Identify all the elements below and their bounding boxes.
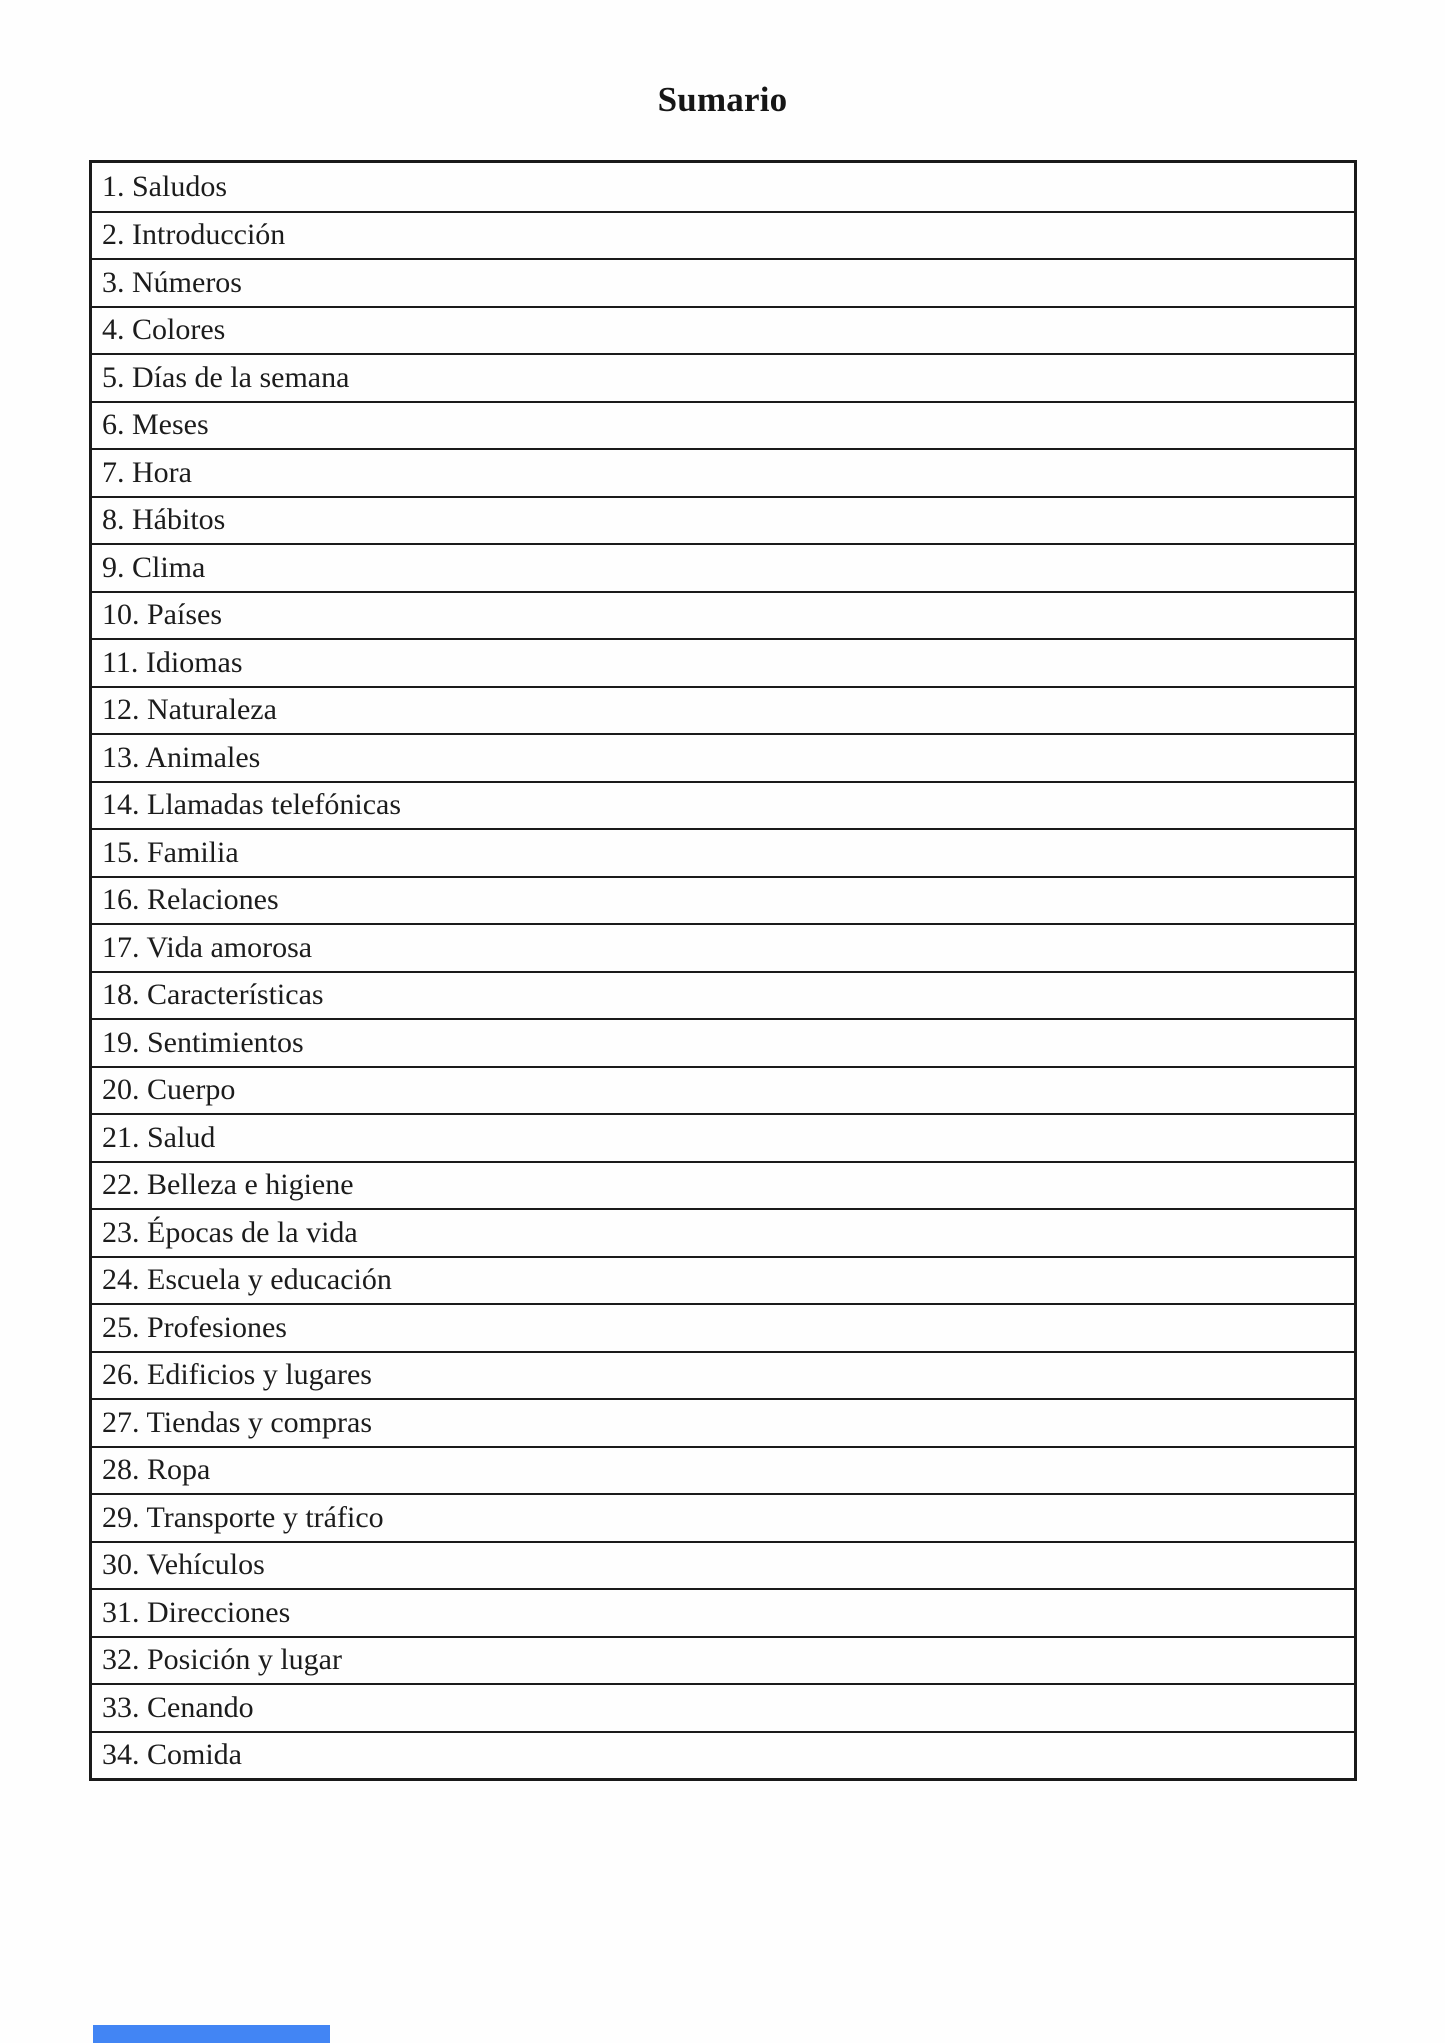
toc-table — [89, 160, 1357, 1781]
toc-row — [92, 1731, 1354, 1779]
toc-row — [92, 733, 1354, 781]
toc-item-label: 8. Hábitos — [102, 503, 226, 537]
toc-row — [92, 211, 1354, 259]
toc-item-label: 30. Vehículos — [102, 1548, 265, 1582]
toc-row — [92, 1066, 1354, 1114]
toc-row — [92, 1636, 1354, 1684]
toc-item-label: 21. Salud — [102, 1120, 216, 1154]
toc-item-label: 22. Belleza e higiene — [102, 1168, 354, 1202]
toc-row — [92, 1256, 1354, 1304]
toc-item-label: 2. Introducción — [102, 218, 286, 252]
toc-row — [92, 163, 1354, 211]
toc-row — [92, 1683, 1354, 1731]
toc-row — [92, 258, 1354, 306]
toc-item-label: 6. Meses — [102, 408, 209, 442]
toc-item-label: 32. Posición y lugar — [102, 1643, 342, 1677]
page-title: Sumario — [657, 80, 788, 119]
toc-item-label: 34. Comida — [102, 1738, 242, 1772]
toc-row — [92, 401, 1354, 449]
toc-item-label: 16. Relaciones — [102, 883, 279, 917]
toc-row — [92, 638, 1354, 686]
toc-row — [92, 448, 1354, 496]
toc-row — [92, 1303, 1354, 1351]
toc-item-label: 24. Escuela y educación — [102, 1263, 392, 1297]
toc-row — [92, 876, 1354, 924]
toc-row — [92, 1113, 1354, 1161]
toc-row — [92, 591, 1354, 639]
toc-row — [92, 1588, 1354, 1636]
toc-item-label: 17. Vida amorosa — [102, 930, 313, 964]
toc-row — [92, 1493, 1354, 1541]
toc-item-label: 14. Llamadas telefónicas — [102, 788, 402, 822]
toc-item-label: 10. Países — [102, 598, 222, 632]
toc-item-label: 28. Ropa — [102, 1453, 211, 1487]
toc-row — [92, 496, 1354, 544]
toc-item-label: 27. Tiendas y compras — [102, 1405, 372, 1439]
toc-item-label: 18. Características — [102, 978, 324, 1012]
toc-row — [92, 353, 1354, 401]
toc-row — [92, 1208, 1354, 1256]
toc-row — [92, 1161, 1354, 1209]
toc-row — [92, 781, 1354, 829]
toc-item-label: 23. Épocas de la vida — [102, 1215, 358, 1249]
toc-row — [92, 828, 1354, 876]
toc-row — [92, 686, 1354, 734]
toc-item-label: 20. Cuerpo — [102, 1073, 236, 1107]
toc-row — [92, 1446, 1354, 1494]
loading-progress-bar — [93, 2025, 330, 2043]
toc-item-label: 19. Sentimientos — [102, 1025, 304, 1059]
toc-item-label: 4. Colores — [102, 313, 226, 347]
toc-item-label: 7. Hora — [102, 455, 192, 489]
toc-row — [92, 306, 1354, 354]
toc-item-label: 33. Cenando — [102, 1690, 254, 1724]
toc-item-label: 13. Animales — [102, 740, 261, 774]
toc-item-label: 5. Días de la semana — [102, 360, 350, 394]
toc-item-label: 9. Clima — [102, 550, 206, 584]
toc-row — [92, 1398, 1354, 1446]
toc-item-label: 3. Números — [102, 265, 242, 299]
toc-row — [92, 971, 1354, 1019]
toc-row — [92, 543, 1354, 591]
toc-item-label: 12. Naturaleza — [102, 693, 277, 727]
toc-row — [92, 1018, 1354, 1066]
toc-item-label: 29. Transporte y tráfico — [102, 1500, 384, 1534]
toc-item-label: 15. Familia — [102, 835, 239, 869]
toc-item-label: 31. Direcciones — [102, 1595, 291, 1629]
toc-item-label: 1. Saludos — [102, 169, 228, 203]
toc-item-label: 25. Profesiones — [102, 1310, 287, 1344]
toc-item-label: 11. Idiomas — [102, 645, 243, 679]
toc-row — [92, 923, 1354, 971]
toc-row — [92, 1351, 1354, 1399]
toc-row — [92, 1541, 1354, 1589]
toc-item-label: 26. Edificios y lugares — [102, 1358, 372, 1392]
